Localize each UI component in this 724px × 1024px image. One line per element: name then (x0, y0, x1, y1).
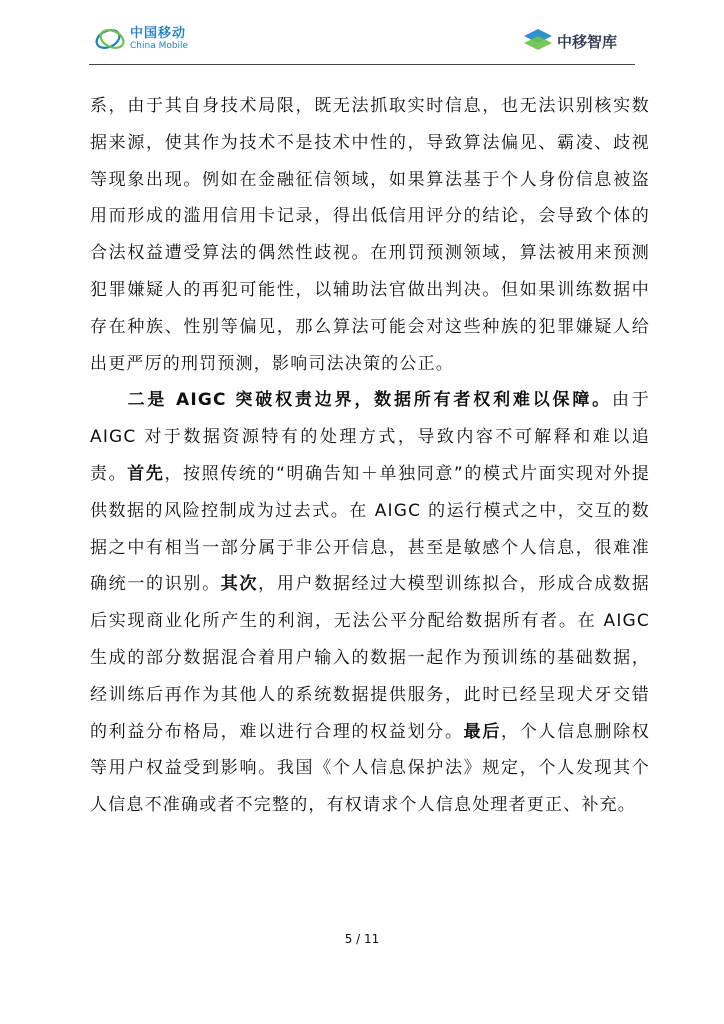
section-lead: 二是 AIGC 突破权责边界，数据所有者权利难以保障。 (126, 390, 612, 411)
page-header (0, 0, 724, 68)
last-point-label: 最后 (463, 721, 502, 742)
zhongyi-zhiku-logo-icon (521, 26, 555, 54)
zhongyi-zhiku-logo-text: 中移智库 (557, 33, 618, 51)
paragraph-text: 由于 AIGC 对于数据资源特有的处理方式，导致内容不可解释和难以追责。 (90, 390, 650, 484)
paragraph-2 (90, 382, 650, 824)
first-point-label: 首先 (127, 463, 165, 484)
document-body (90, 88, 650, 824)
china-mobile-cn: 中国移动 (130, 26, 187, 41)
china-mobile-logo-icon (94, 26, 128, 52)
paragraph-text: ，个人信息删除权等用户权益受到影响。我国《个人信息保护法》规定，个人发现其个人信息不准确或者不完整的，有权请求个人信息处理者更正、补充。 (90, 721, 651, 816)
second-point-label: 其次 (220, 574, 259, 595)
header-divider (89, 64, 635, 65)
page-number: 5 / 11 (344, 932, 380, 946)
china-mobile-en: China Mobile (130, 41, 189, 51)
paragraph-text: ，按照传统的“明确告知＋单独同意”的模式片面实现对外提供数据的风险控制成为过去式。在 AIGC 的运行模式之中，交互的数据之中有相当一部分属于非公开信息，甚至是敏感个人信息，很难准确统一的识别。 (90, 463, 650, 595)
paragraph-text: ，用户数据经过大模型训练拟合，形成合成数据后实现商业化所产生的利润，无法公平分配给数据所有者。在 AIGC 生成的部分数据混合着用户输入的数据一起作为预训练的基础数据，经训练后再作为其他人的系统数据提供服务，此时已经呈现犬牙交错的利益分布格局，难以进行合理的权益划分。 (90, 574, 650, 742)
paragraph-1: 系，由于其自身技术局限，既无法抓取实时信息，也无法识别核实数据来源，使其作为技术不是技术中性的，导致算法偏见、霸凌、歧视等现象出现。例如在金融征信领域，如果算法基于个人身份信息被盗用而形成的滥用信用卡记录，得出低信用评分的结论，会导致个体的合法权益遭受算法的偶然性歧视。在刑罚预测领域，算法被用来预测犯罪嫌疑人的再犯可能性，以辅助法官做出判决。但如果训练数据中存在种族、性别等偏见，那么算法可能会对这些种族的犯罪嫌疑人给出更严厉的刑罚预测，影响司法决策的公正。 (90, 96, 650, 374)
china-mobile-logo-text (130, 27, 188, 52)
